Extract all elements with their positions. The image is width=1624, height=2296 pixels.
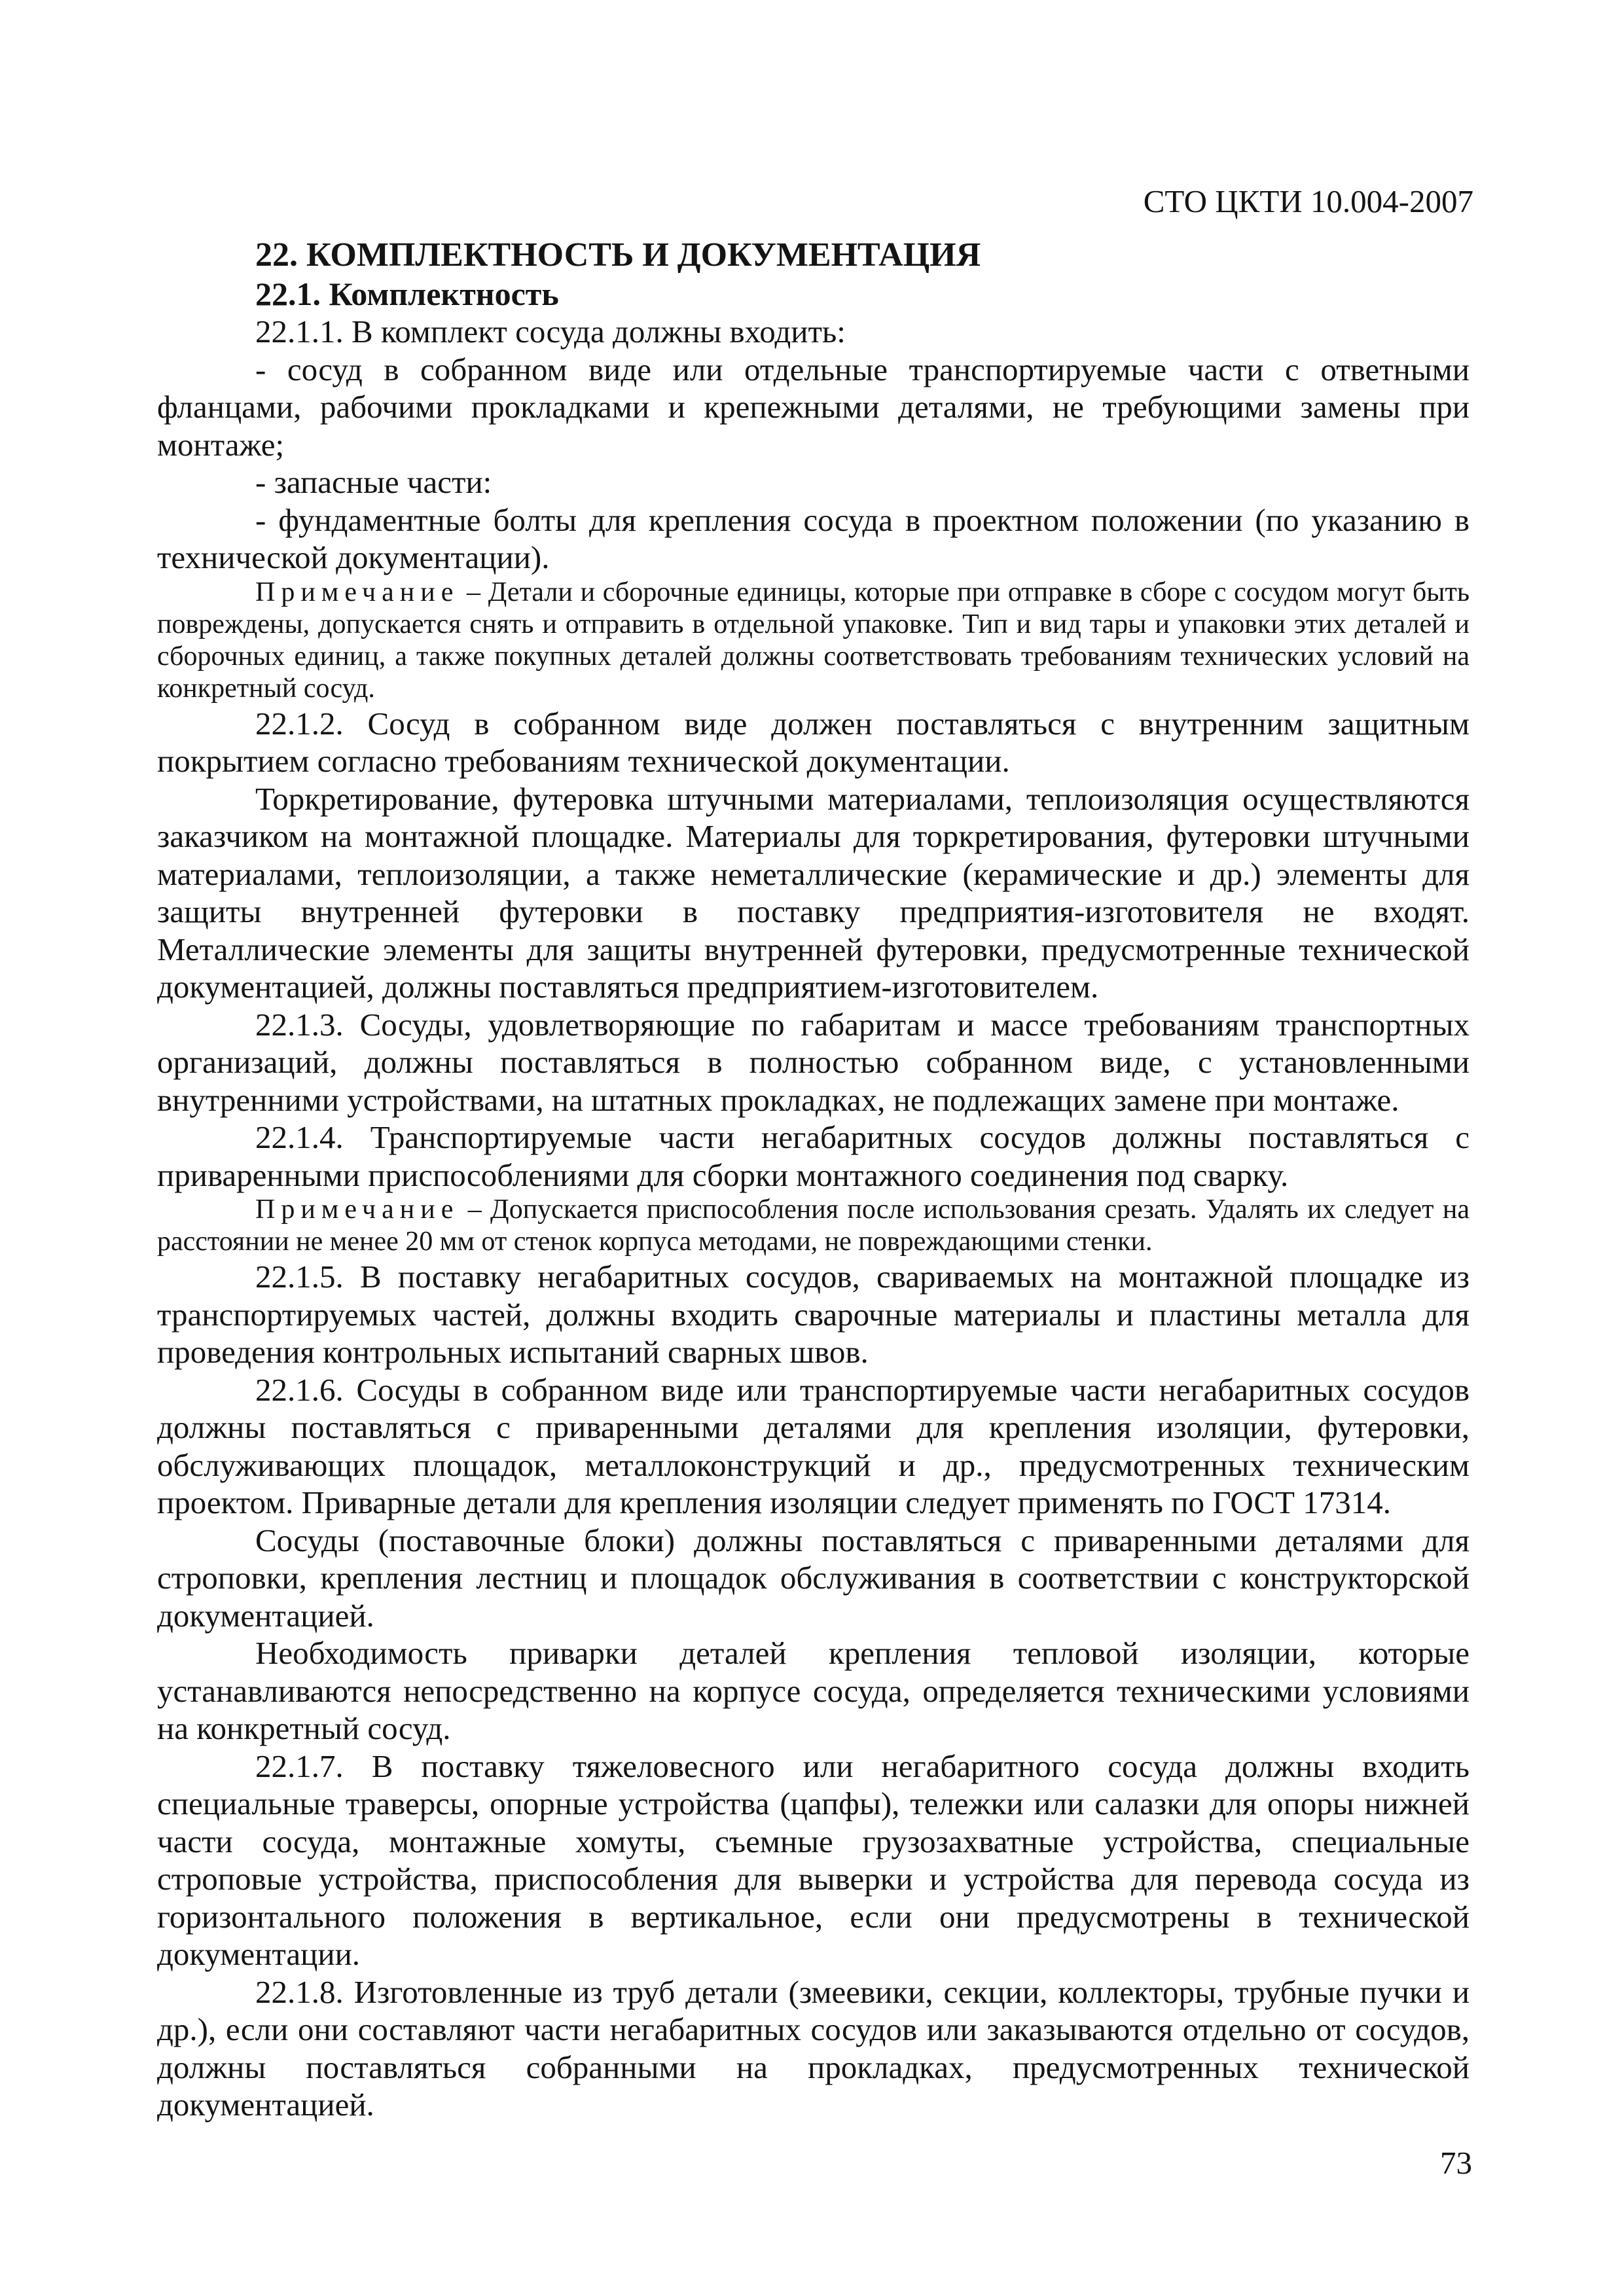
document-code: СТО ЦКТИ 10.004-2007 (1143, 183, 1473, 219)
paragraph-22-1-5: 22.1.5. В поставку негабаритных сосудов, свариваемых на монтажной площадке из транспортируемых частей, должны входить сварочные материалы и пластины металла для проведения контрольных испытаний сварных швов. (157, 1259, 1470, 1370)
list-item: - сосуд в собранном виде или отдельные транспортируемые части с ответными фланцами, рабочими прокладками и крепежными деталями, не требующими замены при монтаже; (157, 351, 1470, 463)
paragraph-22-1-1: 22.1.1. В комплект сосуда должны входить: (255, 314, 846, 350)
note-text: – Детали и сборочные единицы, которые при отправке в сборе с сосудом могут быть повреждены, допускается снять и отправить в отдельной упаковке. Тип и вид тары и упаковки этих деталей и сборочных единиц, а также покупных деталей должны соответствовать требованиям технических условий на конкретный сосуд. (157, 577, 1470, 704)
paragraph-22-1-8: 22.1.8. Изготовленные из труб детали (змеевики, секции, коллекторы, трубные пучки и др.), если они составляют части негабаритных сосудов или заказываются отдельно от сосудов, должны поставляться собранными на прокладках, предусмотренных технической документацией. (157, 1973, 1470, 2123)
note (157, 577, 1470, 705)
note-text: – Допускается приспособления после использования срезать. Удалять их следует на расстоянии не менее 20 мм от стенок корпуса методами, не повреждающими стенки. (157, 1194, 1470, 1257)
paragraph-22-1-6-continued: Сосуды (поставочные блоки) должны поставляться с приваренными деталями для строповки, крепления лестниц и площадок обслуживания в соответствии с конструкторской документацией. (157, 1522, 1470, 1634)
note (157, 1194, 1470, 1258)
list-item: - фундаментные болты для крепления сосуда в проектном положении (по указанию в технической документации). (157, 501, 1470, 575)
section-title: 22. КОМПЛЕКТНОСТЬ И ДОКУМЕНТАЦИЯ (255, 236, 981, 274)
paragraph-22-1-3: 22.1.3. Сосуды, удовлетворяющие по габаритам и массе требованиям транспортных организаций, должны поставляться в полностью собранном виде, с установленными внутренними устройствами, на штатных прокладках, не подлежащих замене при монтаже. (157, 1006, 1470, 1118)
note-label: Примечание (255, 577, 460, 607)
paragraph-22-1-2: 22.1.2. Сосуд в собранном виде должен поставляться с внутренним защитным покрытием согласно требованиям технической документации. (157, 705, 1470, 779)
list-item: - запасные части: (255, 464, 492, 500)
subsection-title: 22.1. Комплектность (255, 276, 559, 312)
paragraph-22-1-7: 22.1.7. В поставку тяжеловесного или негабаритного сосуда должны входить специальные траверсы, опорные устройства (цапфы), тележки или салазки для опоры нижней части сосуда, монтажные хомуты, съемные грузозахватные устройства, специальные строповые устройства, приспособления для выверки и устройства для перевода сосуда из горизонтального положения в вертикальное, если они предусмотрены в технической документации. (157, 1748, 1470, 1972)
note-label: Примечание (255, 1194, 460, 1225)
paragraph-22-1-2-continued: Торкретирование, футеровка штучными материалами, теплоизоляция осуществляются заказчиком на монтажной площадке. Материалы для торкретирования, футеровки штучными материалами, теплоизоляции, а также неметаллические (керамические и др.) элементы для защиты внутренней футеровки в поставку предприятия-изготовителя не входят. Металлические элементы для защиты внутренней футеровки, предусмотренные технической документацией, должны поставляться предприятием-изготовителем. (157, 780, 1470, 1005)
page-number: 73 (1440, 2145, 1472, 2181)
paragraph-22-1-4: 22.1.4. Транспортируемые части негабаритных сосудов должны поставляться с приваренными приспособлениями для сборки монтажного соединения под сварку. (157, 1119, 1470, 1193)
page-content (157, 236, 1470, 2124)
paragraph-22-1-6-continued: Необходимость приварки деталей крепления тепловой изоляции, которые устанавливаются непосредственно на корпусе сосуда, определяется техническими условиями на конкретный сосуд. (157, 1635, 1470, 1746)
paragraph-22-1-6: 22.1.6. Сосуды в собранном виде или транспортируемые части негабаритных сосудов должны поставляться с приваренными деталями для крепления изоляции, футеровки, обслуживающих площадок, металлоконструкций и др., предусмотренных техническим проектом. Приварные детали для крепления изоляции следует применять по ГОСТ 17314. (157, 1371, 1470, 1520)
